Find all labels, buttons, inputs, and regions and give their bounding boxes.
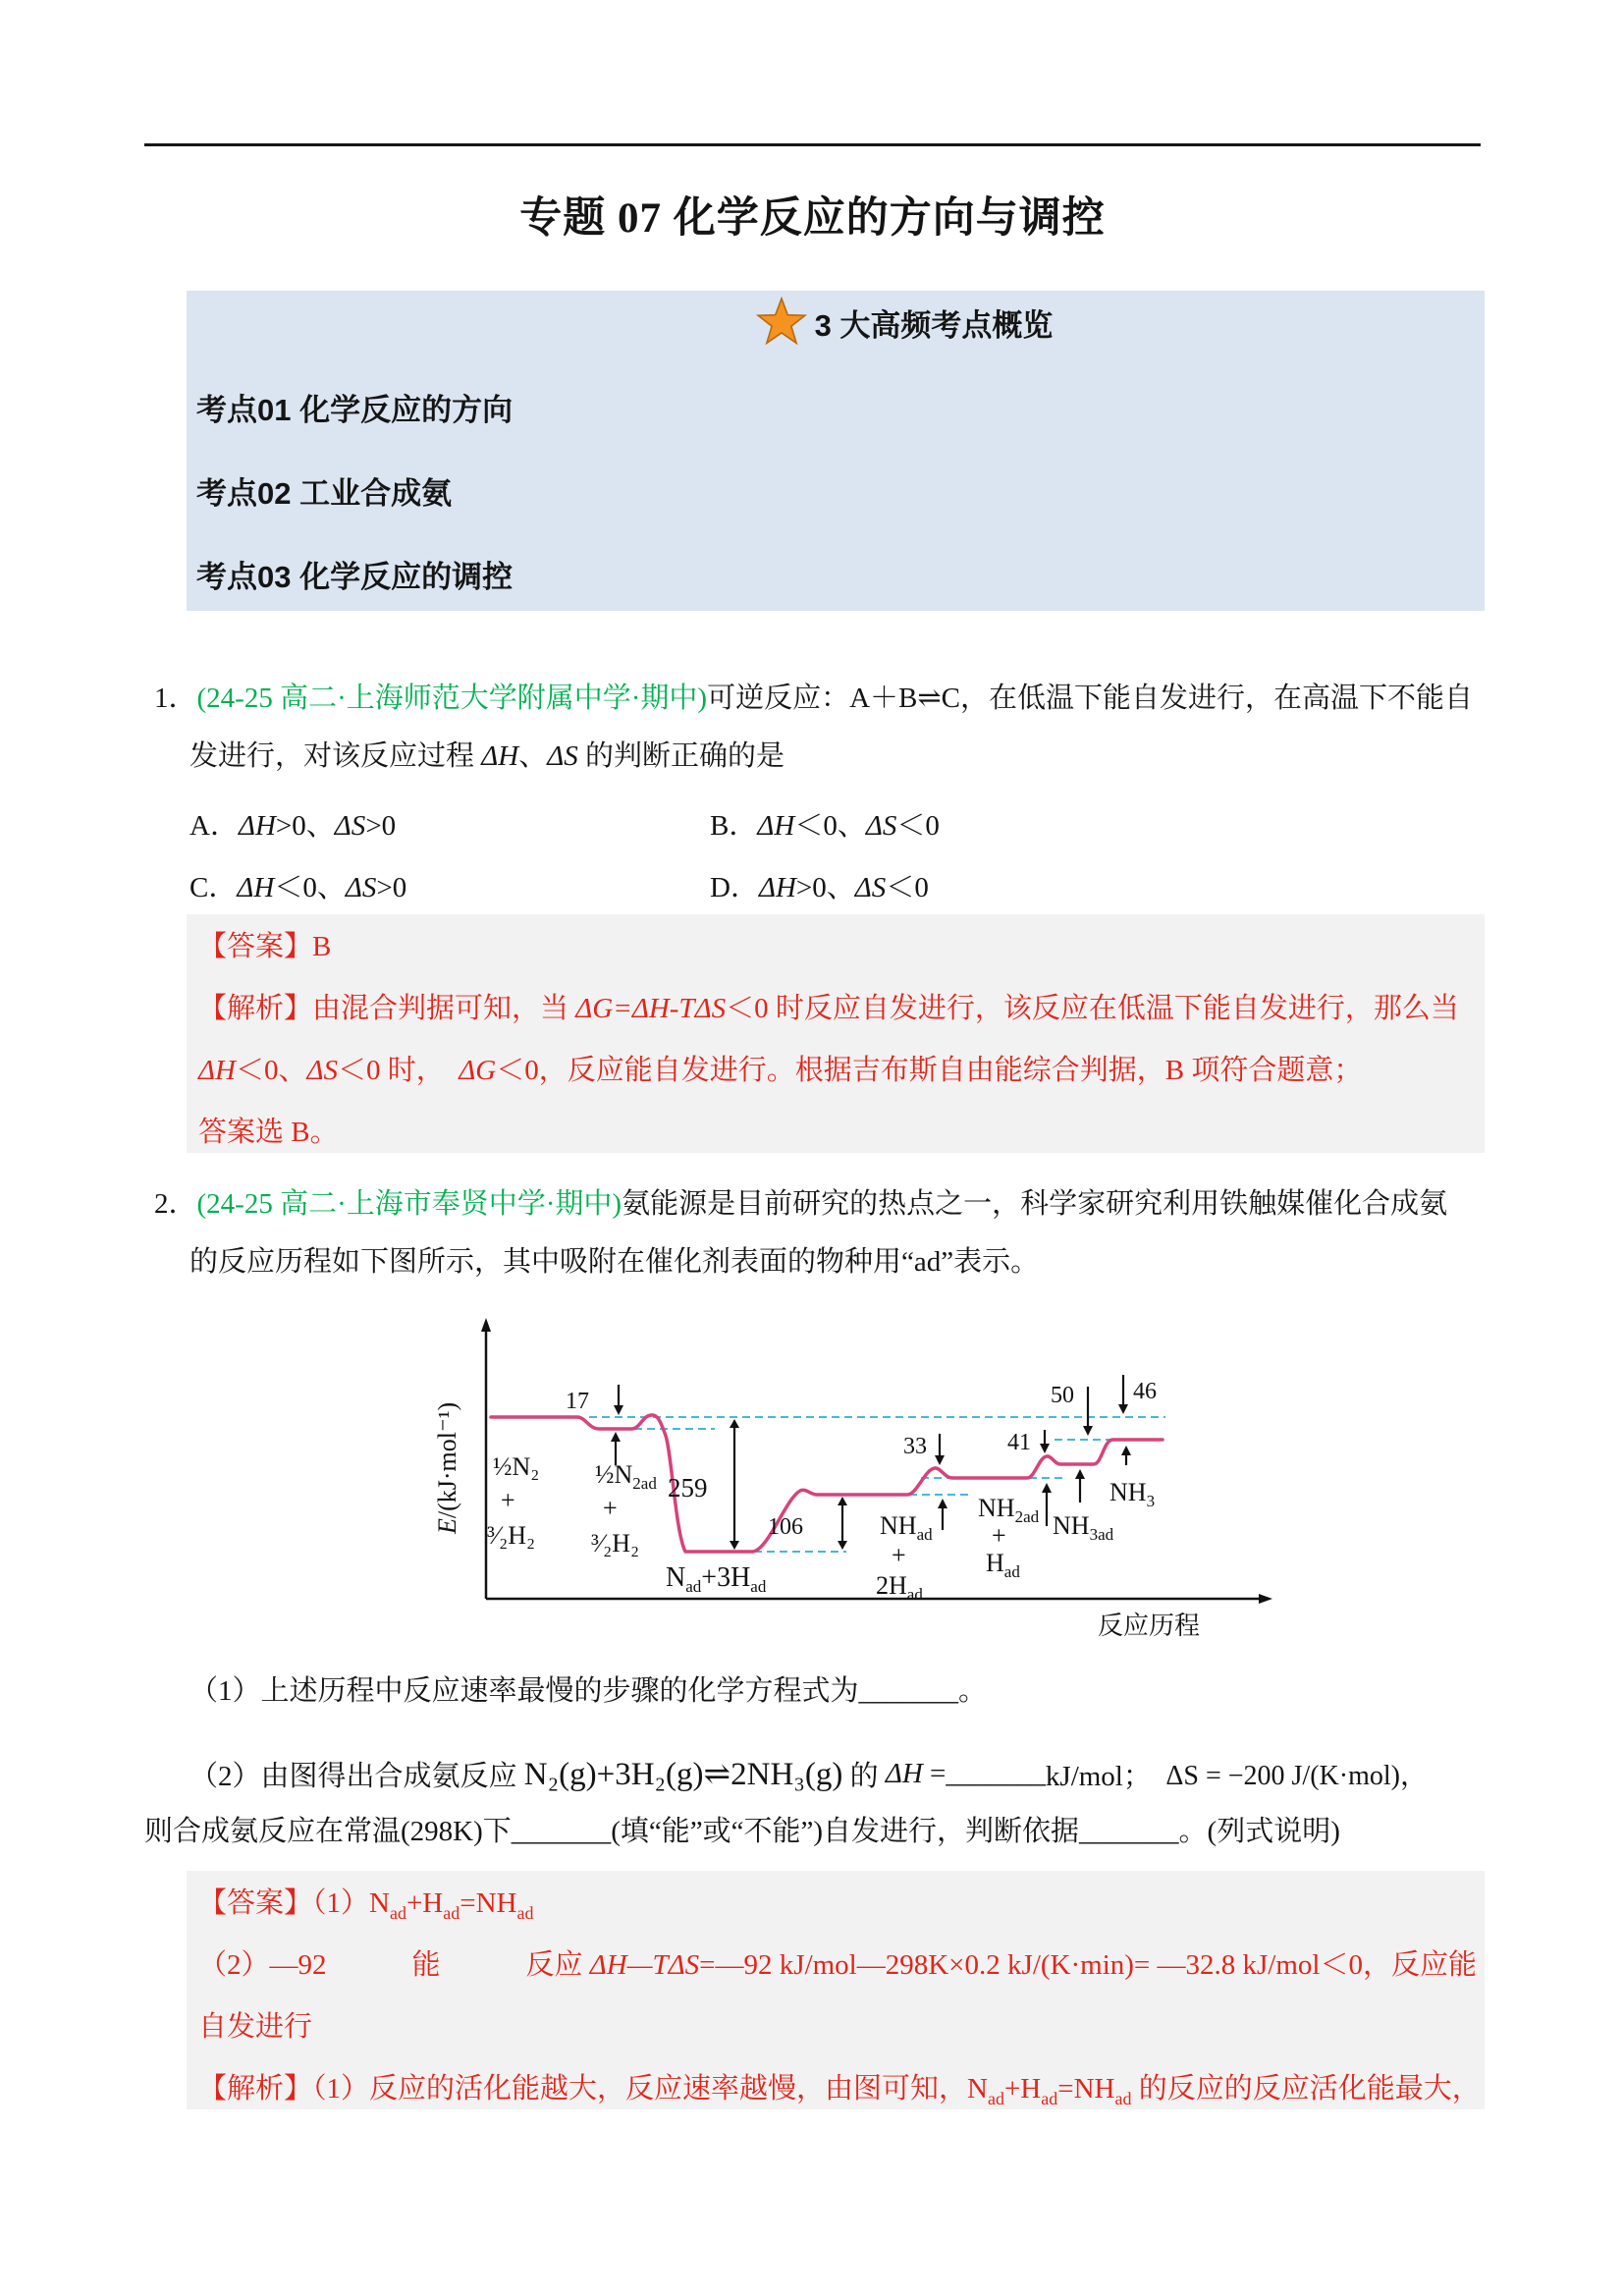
- value-106: 106: [768, 1514, 803, 1540]
- q1-number: 1．: [154, 683, 197, 714]
- value-50: 50: [1051, 1383, 1074, 1408]
- label-2had: $2H_{ad}$: [876, 1571, 923, 1604]
- value-41: 41: [1007, 1430, 1031, 1455]
- answer-label: 【答案】: [198, 931, 313, 962]
- analysis-label: 【解析】: [198, 993, 313, 1024]
- q1-analysis-line-3: 答案选 B。: [198, 1117, 339, 1148]
- q2-answer-box: [187, 1871, 1485, 2109]
- exam-point-03: 考点03 化学反应的调控: [196, 560, 514, 594]
- overview-header: [255, 297, 1553, 348]
- star-icon: [756, 297, 807, 348]
- q2-answer-line-3: 自发进行: [198, 2011, 313, 2043]
- label-nh2ad: $NH_{2ad}$: [978, 1494, 1040, 1526]
- q1-source: (24-25 高二·上海师范大学附属中学·期中): [196, 683, 708, 714]
- q2-sub1: （1）上述历程中反应速率最慢的步骤的化学方程式为_______。: [189, 1675, 988, 1707]
- q2-analysis-line-1: 【解析】（1）反应的活化能越大，反应速率越慢，由图可知，$N_{ad}+H_{ad}=NH_{ad}$ 的反应的反应活化能最大，: [198, 2073, 1481, 2108]
- analysis-label: 【解析】: [198, 2073, 313, 2105]
- q1-analysis-line-1: 【解析】由混合判据可知，当 ΔG=ΔH-TΔS＜0 时反应自发进行，该反应在低温下能自发进行，那么当: [198, 993, 1459, 1024]
- q1-answer-box: [187, 914, 1485, 1153]
- label-nh3: $NH_3$: [1109, 1478, 1156, 1510]
- q1-option-a: A．ΔH>0、ΔS>0: [189, 810, 397, 842]
- overview-heading: 3 大高频考点概览: [814, 307, 1054, 343]
- label-nh3ad: $NH_{3ad}$: [1053, 1511, 1114, 1544]
- x-axis-label: 反应历程: [1098, 1612, 1201, 1640]
- q2-stem-line-2: 的反应历程如下图所示，其中吸附在催化剂表面的物种用“ad”表示。: [189, 1246, 1040, 1278]
- label-nhad-plus: +: [892, 1541, 906, 1569]
- q2-sub2-line2: 则合成氨反应在常温(298K)下_______(填“能”或“不能”)自发进行，判断依据_______。(列式说明): [144, 1816, 1340, 1847]
- q2-number: 2．: [154, 1188, 197, 1220]
- q1-answer-line: 【答案】B: [198, 931, 332, 962]
- value-259: 259: [668, 1473, 708, 1503]
- page-title: 专题 07 化学反应的方向与调控: [519, 195, 1106, 242]
- blank-dh: _______: [946, 1757, 1046, 1789]
- value-33: 33: [903, 1434, 927, 1459]
- delta-s-value: ΔS = −200 J/(K·mol)，: [1165, 1761, 1428, 1791]
- exam-point-02: 考点02 工业合成氨: [196, 476, 453, 511]
- q2-stem-line-1: 2．(24-25 高二·上海市奉贤中学·期中)氨能源是目前研究的热点之一，科学家研究利用铁触媒催化合成氨: [154, 1188, 1448, 1220]
- q1-stem-line-2: 发进行，对该反应过程 ΔH、ΔS 的判断正确的是: [189, 740, 785, 772]
- overview-box: [187, 291, 1485, 611]
- q1-stem-line-1: 1．(24-25 高二·上海师范大学附属中学·期中)可逆反应：A＋B⇌C，在低温下能自发进行，在高温下不能自: [154, 683, 1473, 714]
- label-reactants-h2: ³⁄₂H₂: [487, 1521, 536, 1550]
- label-reactants-n2: ½N₂: [493, 1452, 540, 1481]
- ammonia-equation: N₂(g)+3H₂(g)⇌2NH₃(g): [523, 1757, 843, 1792]
- q2-answer-line-1: 【答案】$(1)N_{ad}+H_{ad}=NH_{ad}$: [198, 1887, 534, 1923]
- q1-option-d: D．ΔH>0、ΔS＜0: [710, 872, 929, 903]
- species-labels: [487, 1452, 1155, 1604]
- label-nhad: $NH_{ad}$: [880, 1511, 933, 1544]
- y-axis-label: E/(kJ·mol⁻¹): [433, 1401, 461, 1534]
- value-17: 17: [566, 1389, 589, 1414]
- header-rule: [144, 143, 1481, 146]
- label-nh2ad-plus: +: [992, 1521, 1006, 1550]
- energy-profile-diagram: [422, 1306, 1286, 1645]
- q1-option-c: C．ΔH＜0、ΔS>0: [189, 872, 407, 903]
- label-nad-3had: $N_{ad}+3H_{ad}$: [666, 1562, 767, 1596]
- value-46: 46: [1133, 1379, 1157, 1404]
- q1-analysis-line-2: ΔH＜0、ΔS＜0 时， ΔG＜0，反应能自发进行。根据吉布斯自由能综合判据，B 项符合题意；: [198, 1055, 1363, 1086]
- label-had: $H_{ad}$: [986, 1549, 1020, 1581]
- exam-point-01: 考点01 化学反应的方向: [196, 393, 514, 427]
- answer-label: 【答案】: [198, 1887, 313, 1919]
- label-n2ad: $\frac{1}{2}N_{2ad}$: [595, 1460, 657, 1493]
- q2-sub2: （2）由图得出合成氨反应 N₂(g)+3H₂(g)⇌2NH₃(g) 的 ΔH = _______ kJ/mol； ΔS = −200 J/(K·mol)，: [189, 1746, 1428, 1801]
- label-reactants-plus: +: [501, 1486, 515, 1514]
- q2-answer-line-2: （2）—92 能 反应 ΔH—TΔS=—92 kJ/mol—298K×0.2 kJ/(K·min)= —32.8 kJ/mol＜0，反应能: [198, 1949, 1477, 1981]
- q2-source: (24-25 高二·上海市奉贤中学·期中): [196, 1188, 622, 1220]
- q1-option-b: B．ΔH＜0、ΔS＜0: [710, 810, 940, 842]
- label-n2ad-h2: ³⁄₂H₂: [591, 1529, 640, 1558]
- label-n2ad-plus: +: [603, 1494, 618, 1522]
